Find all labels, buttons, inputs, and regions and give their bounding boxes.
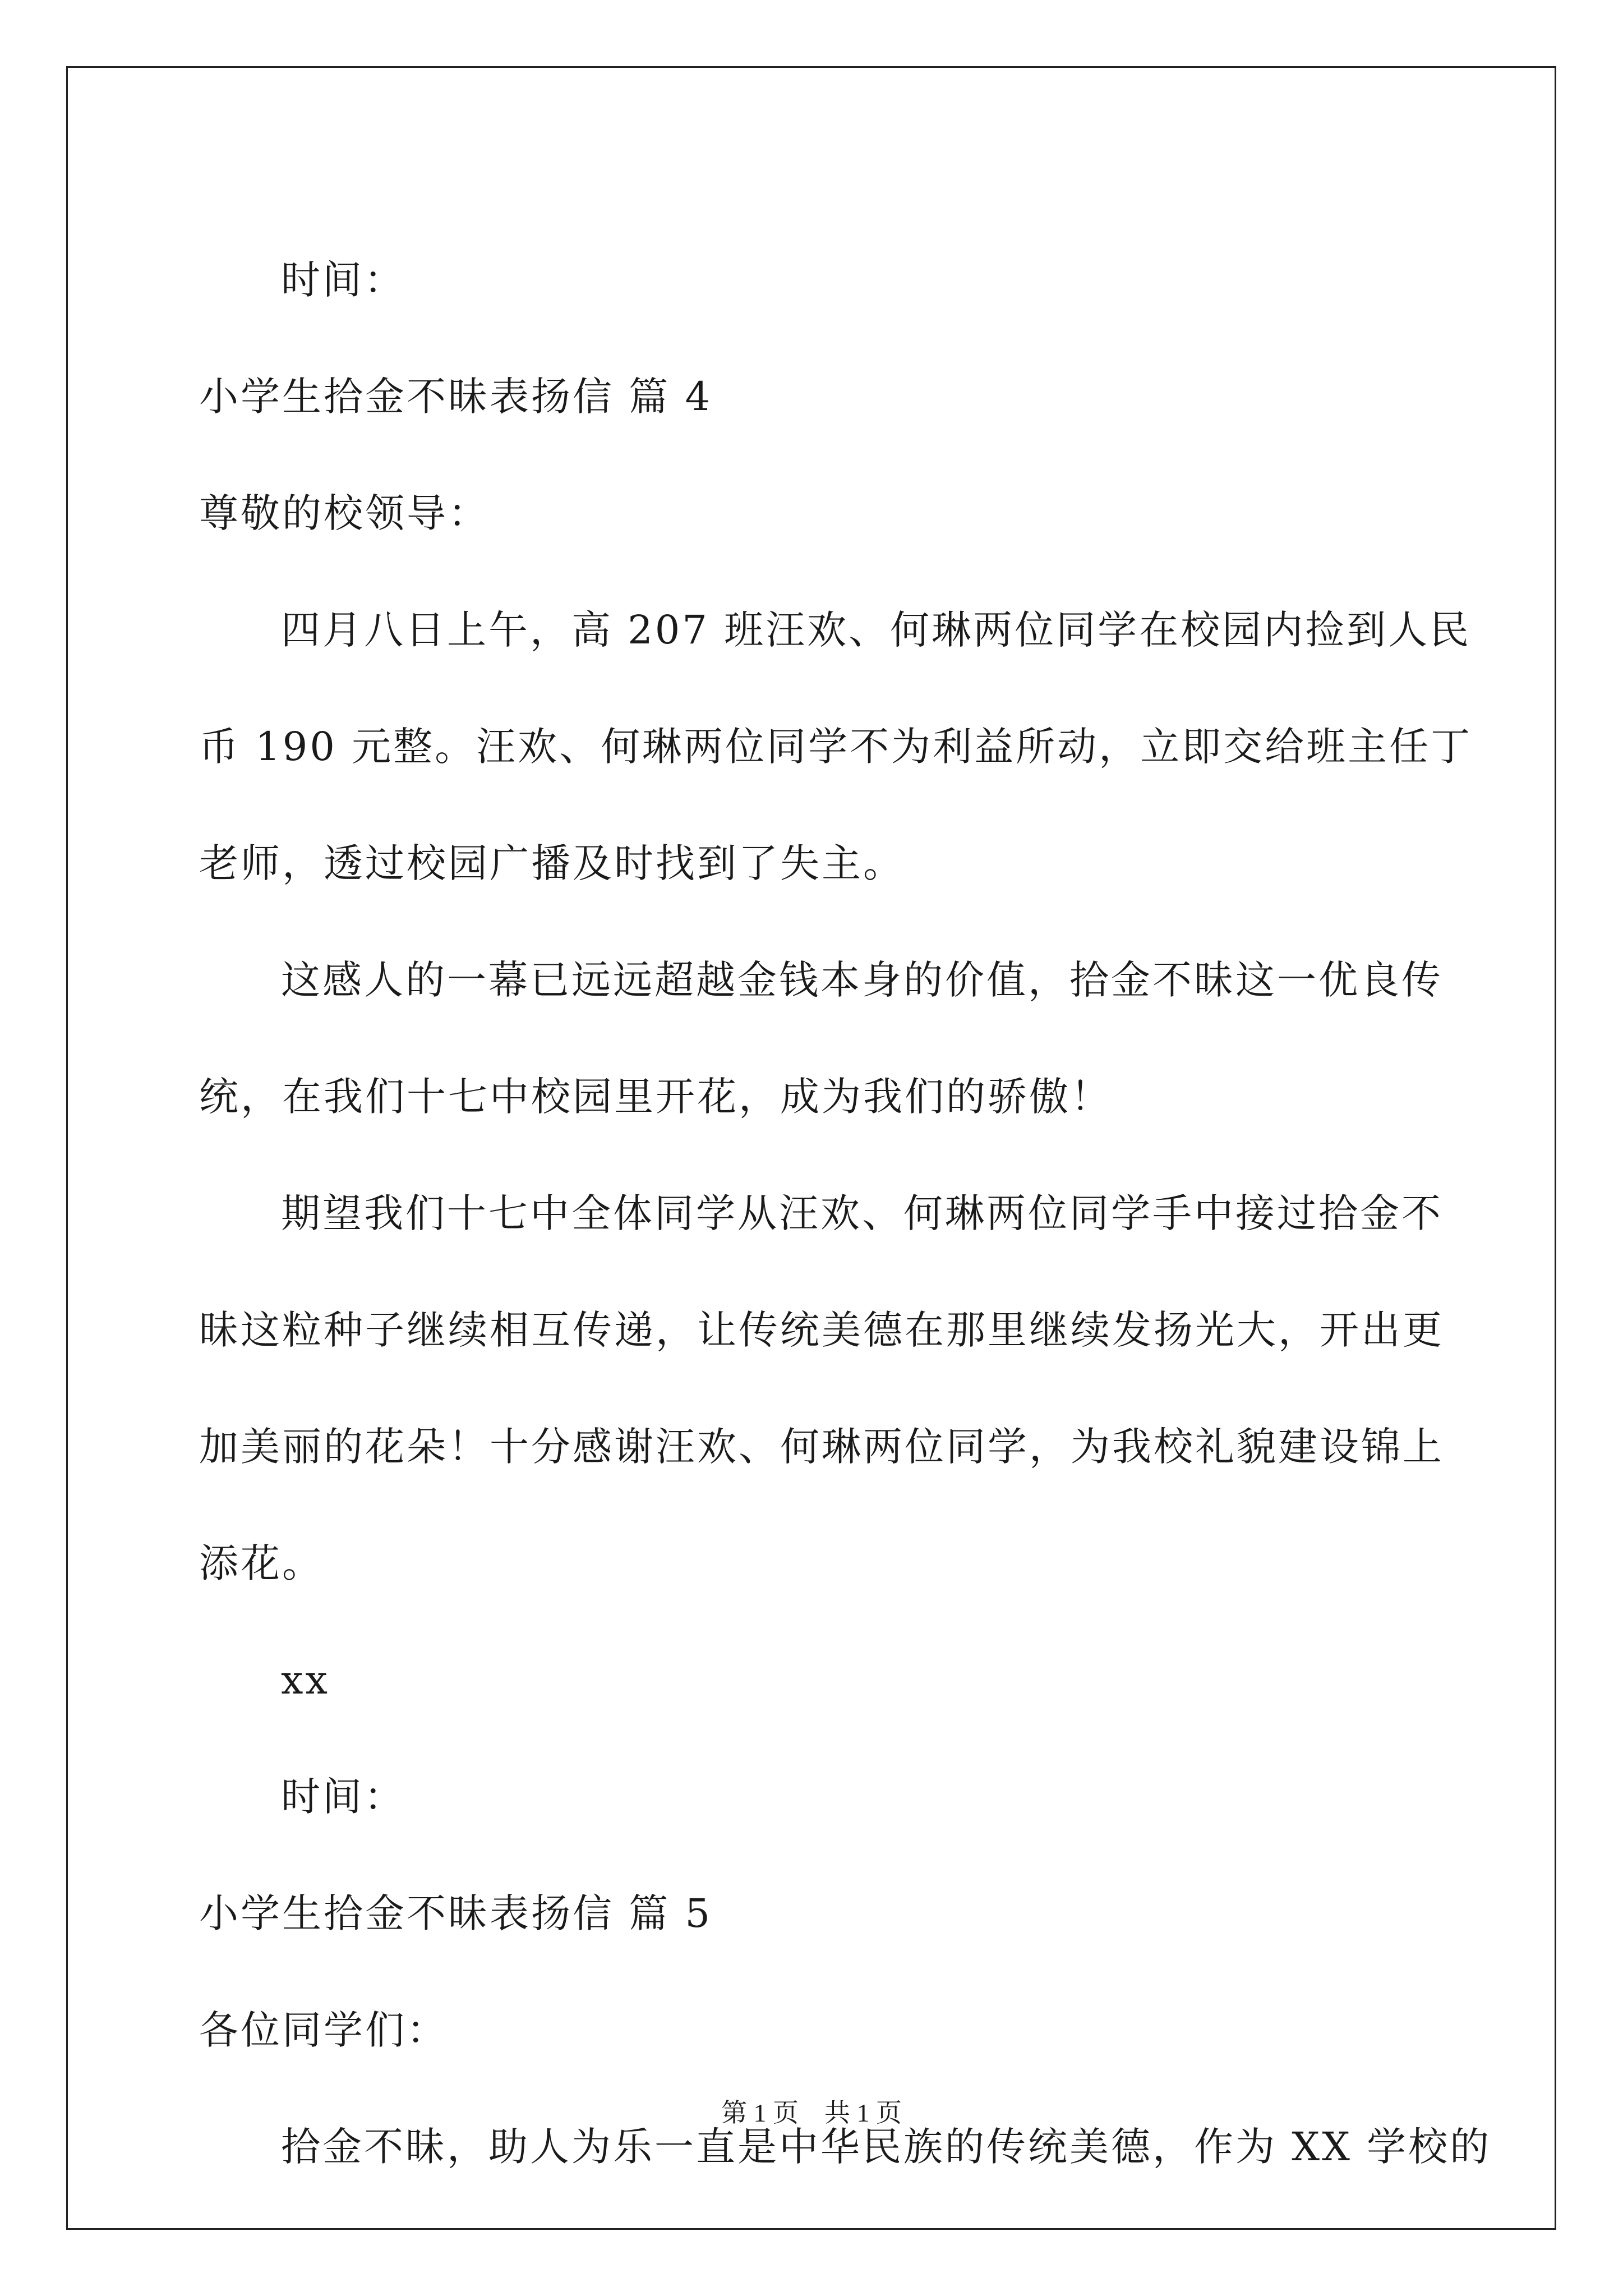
paragraph-line: 币 190 元整。汪欢、何琳两位同学不为利益所动，立即交给班主任丁 xyxy=(199,724,1473,770)
paragraph-line: 加美丽的花朵！十分感谢汪欢、何琳两位同学，为我校礼貌建设锦上 xyxy=(199,1424,1444,1470)
paragraph-line: 添花。 xyxy=(199,1540,324,1586)
document-body xyxy=(199,222,1492,2205)
paragraph-line: 四月八日上午，高 207 班汪欢、何琳两位同学在校园内捡到人民 xyxy=(281,607,1472,653)
page-number-footer: 第 1 页 共 1 页 xyxy=(721,2099,902,2127)
signature-time-label: 时间： xyxy=(281,257,405,303)
section-heading-4: 小学生拾金不昧表扬信 篇 4 xyxy=(199,374,713,420)
paragraph-line: 拾金不昧，助人为乐一直是中华民族的传统美德，作为 XX 学校的 xyxy=(281,2124,1492,2170)
signature-time-label: 时间： xyxy=(281,1774,405,1820)
paragraph-line: 老师，透过校园广播及时找到了失主。 xyxy=(199,840,905,886)
section-heading-5: 小学生拾金不昧表扬信 篇 5 xyxy=(199,1890,713,1936)
paragraph-line: 统，在我们十七中校园里开花，成为我们的骄傲！ xyxy=(199,1074,1112,1120)
paragraph-line: 昧这粒种子继续相互传递，让传统美德在那里继续发扬光大，开出更 xyxy=(199,1307,1444,1353)
salutation-students: 各位同学们： xyxy=(199,2007,448,2053)
signature-name: xx xyxy=(281,1657,330,1703)
paragraph-line: 期望我们十七中全体同学从汪欢、何琳两位同学手中接过拾金不 xyxy=(281,1190,1443,1236)
salutation-leaders: 尊敬的校领导： xyxy=(199,490,490,536)
paragraph-line: 这感人的一幕已远远超越金钱本身的价值，拾金不昧这一优良传 xyxy=(281,957,1443,1003)
